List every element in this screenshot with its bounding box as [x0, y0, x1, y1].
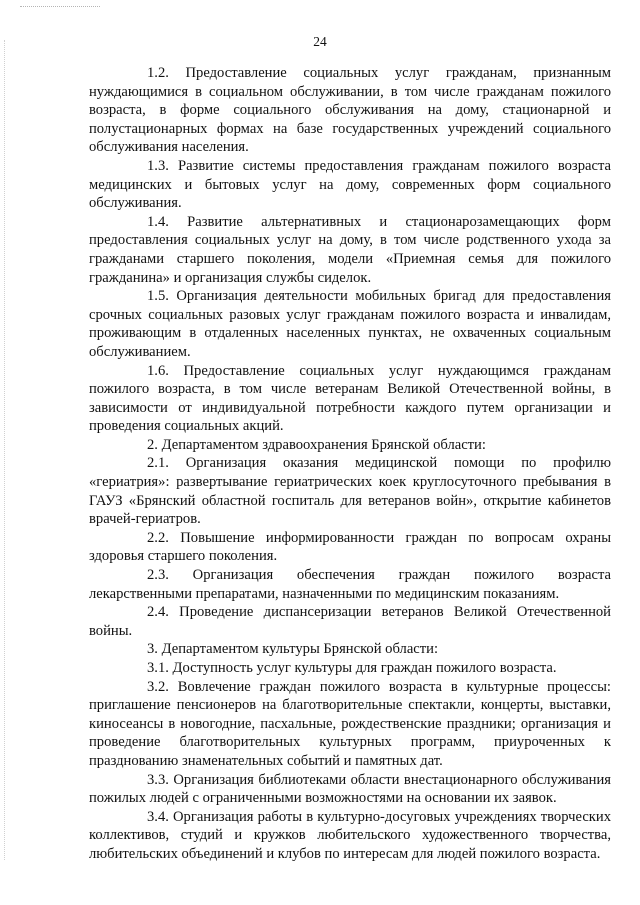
paragraph-2-4: 2.4. Проведение диспансеризации ветеранов Великой Отечественной войны.	[89, 604, 611, 639]
paragraph-3-4: 3.4. Организация работы в культурно-досуговых учреждениях творческих коллективов, студий и кружков любительского художественного творчества, любительских объединений и клубов по интересам для людей пожилого возраста.	[89, 808, 611, 862]
paragraph-1-4: 1.4. Развитие альтернативных и стационарозамещающих форм предоставления социальных услуг на дому, в том числе родственного ухода за гражданами старшего поколения, модели «Приемная семья для пожилого гражданина» и организация службы сиделок.	[89, 213, 611, 286]
scan-margin-line	[4, 40, 6, 860]
paragraph-3-3: 3.3. Организация библиотеками области внестационарного обслуживания пожилых людей с ограниченными возможностями на основании их заявок.	[89, 771, 611, 807]
paragraph-2-2: 2.2. Повышение информированности граждан по вопросам охраны здоровья старшего поколения.	[89, 529, 611, 565]
paragraph-1-3: 1.3. Развитие системы предоставления гражданам пожилого возраста медицинских и бытовых услуг на дому, современных форм социального обслуживания.	[89, 157, 611, 212]
paragraph-3-2: 3.2. Вовлечение граждан пожилого возраста в культурные процессы: приглашение пенсионеров на благотворительные спектакли, концерты, выставки, киносеансы в новогодние, пасхальные, рождественские праздники; организация и проведение благотворительных культурных программ, приуроченных к празднованию знаменательных событий и памятных дат.	[89, 678, 611, 769]
page-number: 24	[313, 34, 327, 49]
paragraph-1-5: 1.5. Организация деятельности мобильных бригад для предоставления срочных социальных разовых услуг гражданам пожилого возраста и инвалидам, проживающим в отдаленных населенных пунктах, не охваченных социальным обслуживанием.	[89, 288, 611, 360]
paragraph-1-2: 1.2. Предоставление социальных услуг гражданам, признанным нуждающимися в социальном обслуживании, в том числе гражданам пожилого возраста, в форме социального обслуживания на дому, стационарной и полустационарных формах на базе государственных учреждений социального обслуживания населения.	[89, 65, 611, 156]
section-heading-2: 2. Департаментом здравоохранения Брянской области:	[147, 436, 486, 453]
section-heading-3: 3. Департаментом культуры Брянской области:	[147, 641, 439, 658]
paragraph-3-1: 3.1. Доступность услуг культуры для граждан пожилого возраста.	[147, 660, 557, 676]
paragraph-2-3: 2.3. Организация обеспечения граждан пожилого возраста лекарственными препаратами, назначенными по медицинским показаниям.	[89, 567, 611, 602]
paragraph-1-6: 1.6. Предоставление социальных услуг нуждающимся гражданам пожилого возраста, в том числе ветеранам Великой Отечественной войны, в зависимости от индивидуальной потребности каждого путем организации и проведения социальных акций.	[89, 362, 611, 435]
paragraph-2-1: 2.1. Организация оказания медицинской помощи по профилю «гериатрия»: развертывание гериатрических коек круглосуточного пребывания в ГАУЗ «Брянский областной госпиталь для ветеранов войн», открытие кабинетов врачей-гериатров.	[89, 455, 611, 528]
document-body	[89, 64, 611, 864]
scan-top-mark	[20, 6, 100, 8]
